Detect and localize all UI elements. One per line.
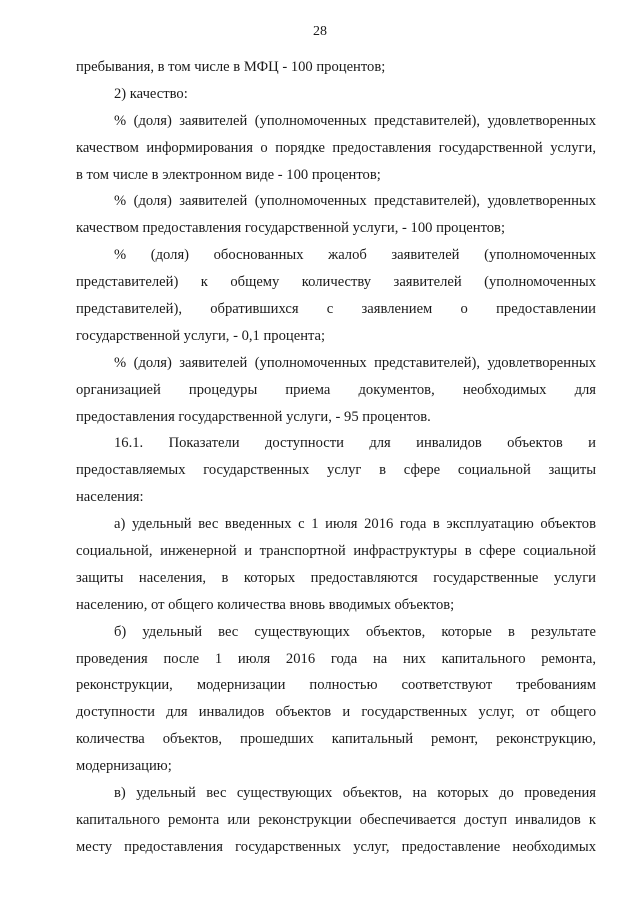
text-line: % (доля) заявителей (уполномоченных представителей), удовлетворенных [114,354,596,371]
text-line: пребывания, в том числе в МФЦ - 100 процентов; [76,59,386,75]
paragraph [76,619,596,780]
text-line: количества объектов, прошедших капитальный ремонт, реконструкцию, [76,731,596,748]
text-line: доступности для инвалидов объектов и государственных услуг, от общего [76,704,596,721]
text-line: социальной, инженерной и транспортной инфраструктуры в сфере социальной [76,543,596,560]
text-line: реконструкции, модернизации полностью соответствуют требованиям [76,677,596,694]
paragraph [76,54,596,81]
text-line: % (доля) заявителей (уполномоченных представителей), удовлетворенных [114,112,596,129]
paragraph [76,430,596,511]
text-line: модернизацию; [76,758,172,775]
paragraph [76,350,596,431]
text-line: 16.1. Показатели доступности для инвалидов объектов и [114,435,596,452]
text-line: качеством информирования о порядке предоставления государственной услуги, [76,139,596,156]
text-line: в) удельный вес существующих объектов, на которых до проведения [114,785,596,802]
text-line: проведения после 1 июля 2016 года на них капитального ремонта, [76,650,596,667]
text-line: месту предоставления государственных услуг, предоставление необходимых [76,838,596,855]
paragraph [76,108,596,189]
text-line: представителей), обратившихся с заявлением о предоставлении [76,301,596,318]
text-line: качеством предоставления государственной услуги, - 100 процентов; [76,220,505,237]
text-line: населению, от общего количества вновь вводимых объектов; [76,596,455,613]
text-line: в том числе в электронном виде - 100 процентов; [76,166,381,183]
text-line: организацией процедуры приема документов, необходимых для [76,381,596,398]
paragraph [76,242,596,350]
text-line: представителей) к общему количеству заявителей (уполномоченных [76,274,596,291]
text-line: защиты населения, в которых предоставляются государственные услуги [76,569,596,586]
paragraph [76,188,596,242]
text-line: предоставляемых государственных услуг в сфере социальной защиты [76,462,596,479]
paragraph [76,81,596,108]
text-line: 2) качество: [114,85,188,102]
paragraph [76,780,596,861]
text-line: а) удельный вес введенных с 1 июля 2016 года в эксплуатацию объектов [114,516,596,533]
page-number: 28 [313,24,327,39]
text-line: государственной услуги, - 0,1 процента; [76,327,326,344]
text-line: населения: [76,489,144,506]
text-line: б) удельный вес существующих объектов, которые в результате [114,623,596,640]
text-line: % (доля) заявителей (уполномоченных представителей), удовлетворенных [114,193,596,210]
text-line: капитального ремонта или реконструкции обеспечивается доступ инвалидов к [76,811,596,828]
text-line: предоставления государственной услуги, - 95 процентов. [76,408,431,425]
paragraph [76,511,596,619]
document-body [76,54,596,861]
text-line: % (доля) обоснованных жалоб заявителей (уполномоченных [114,247,596,264]
